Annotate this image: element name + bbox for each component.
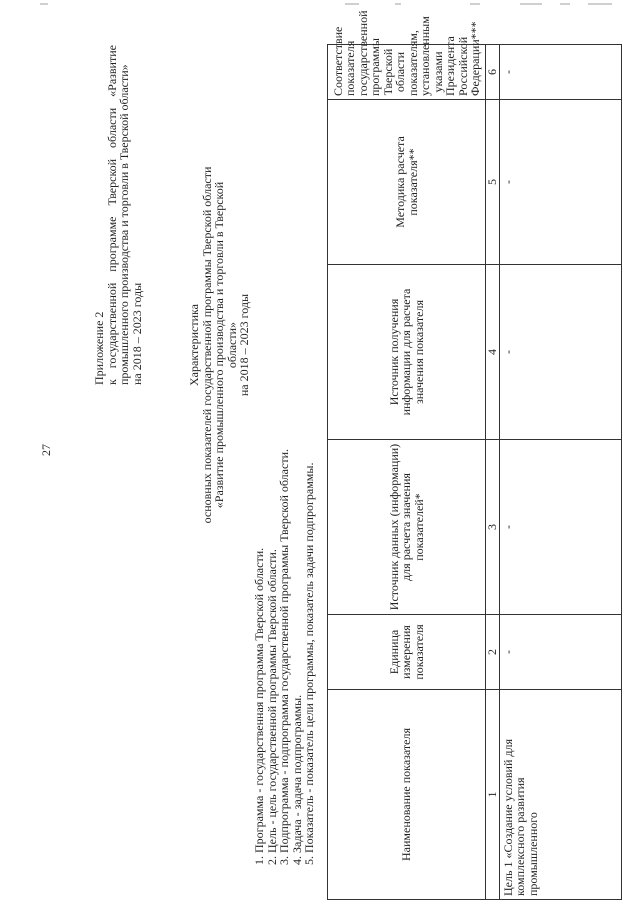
definition-item: 2. Цель - цель государственной программы Тверской области. <box>264 549 279 865</box>
definition-item: 4. Задача - задача подпрограммы. <box>289 694 304 865</box>
column-number: 4 <box>486 265 500 440</box>
unit-cell: - <box>499 615 621 690</box>
method-cell: - <box>499 100 621 265</box>
appendix-word: Тверской <box>104 158 119 206</box>
header-cell: Единица измерения показателя <box>328 615 486 690</box>
column-number-row <box>486 45 500 900</box>
table-header-row <box>328 45 486 900</box>
heading-line: основных показателей государственной программы Тверской области <box>199 166 214 524</box>
info-source-cell: - <box>499 265 621 440</box>
definition-item: 3. Подпрограмма - подпрограмма государственной программы Тверской области. <box>277 449 291 865</box>
document-heading <box>188 165 251 525</box>
header-cell: Источник данных (информации) для расчета значения показателей* <box>328 440 486 615</box>
header-cell: Наименование показателя <box>328 690 486 900</box>
appendix-word: «Развитие <box>104 45 119 97</box>
heading-line: на 2018 – 2023 годы <box>237 293 251 397</box>
compliance-cell: - <box>499 45 621 100</box>
definitions-list <box>253 305 316 865</box>
appendix-word: программе <box>104 216 119 272</box>
appendix-line-name: промышленного производства и торговли в Тверской области» <box>117 64 131 385</box>
column-number: 1 <box>486 690 500 900</box>
indicators-table <box>327 10 622 900</box>
header-cell: Источник получения информации для расчета значения показателя <box>328 265 486 440</box>
heading-line: «Развитие промышленного производства и торговли в Тверской области» <box>212 181 239 509</box>
appendix-word: государственной <box>104 282 119 369</box>
appendix-note <box>93 45 143 385</box>
column-number: 5 <box>486 100 500 265</box>
indicator-name-cell: Цель 1 «Создание условий для комплексного развития промышленного <box>499 690 621 900</box>
data-source-cell: - <box>499 440 621 615</box>
definition-item: 1. Программа - государственная программа Тверской области. <box>252 547 266 865</box>
heading-title: Характеристика <box>187 304 201 386</box>
appendix-title: Приложение 2 <box>92 311 106 385</box>
appendix-line-years: на 2018 – 2023 годы <box>129 282 144 385</box>
column-number: 3 <box>486 440 500 615</box>
header-cell: Соответствие показателя государственной программы Тверской области показателям, установленным указами Президента Российской Федерации*** <box>328 45 486 100</box>
definition-item: 5. Показатель - показатель цели программы, показатель задачи подпрограммы. <box>302 462 316 865</box>
header-cell: Методика расчета показателя** <box>328 100 486 265</box>
appendix-word: области <box>104 107 119 148</box>
column-number: 6 <box>486 45 500 100</box>
column-number: 2 <box>486 615 500 690</box>
appendix-word: к <box>104 379 119 385</box>
page-number: 27 <box>39 444 53 456</box>
table-row <box>499 45 621 900</box>
